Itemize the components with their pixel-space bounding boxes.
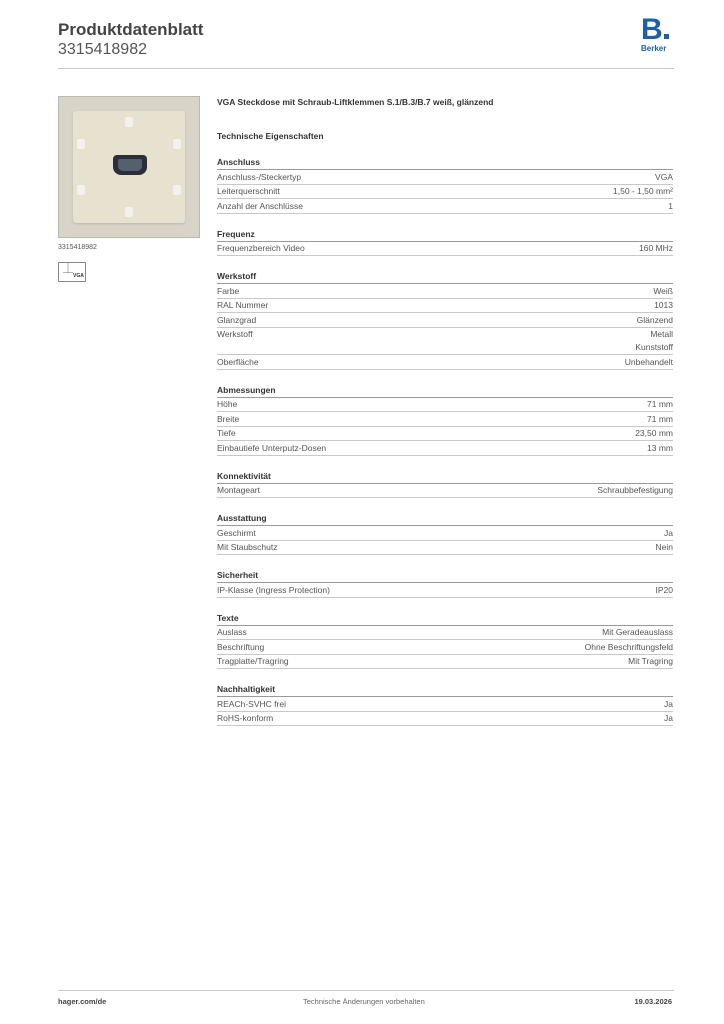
property-value: 71 mm (647, 413, 673, 424)
image-caption: 3315418982 (58, 244, 97, 251)
plate-clip-right-lower (173, 185, 181, 195)
socket-glyph-icon: ⏊ (63, 264, 73, 275)
property-row (217, 398, 673, 413)
cover-plate (73, 111, 185, 223)
property-row (217, 199, 673, 214)
product-name: VGA Steckdose mit Schraub-Liftklemmen S.1/B.3/B.7 weiß, glänzend (217, 97, 494, 107)
property-row (217, 328, 673, 356)
section-title: Ausstattung (217, 512, 673, 526)
properties-panel (217, 96, 673, 726)
vga-symbol-icon (58, 262, 86, 282)
footer-notice: Technische Änderungen vorbehalten (303, 997, 425, 1006)
property-label: Mit Staubschutz (217, 542, 278, 552)
property-row (217, 284, 673, 299)
property-row (217, 412, 673, 427)
property-label: Werkstoff (217, 329, 253, 339)
property-value: 13 mm (647, 442, 673, 453)
section-8 (217, 683, 673, 726)
property-label: Tragplatte/Tragring (217, 656, 289, 666)
symbol-label: VGA (73, 273, 84, 279)
section-title: Werkstoff (217, 270, 673, 284)
section-title: Konnektivität (217, 470, 673, 484)
property-label: Leiterquerschnitt (217, 186, 280, 196)
property-label: Geschirmt (217, 527, 256, 538)
section-2 (217, 270, 673, 370)
vga-socket (113, 155, 147, 175)
property-row (217, 313, 673, 328)
property-value: Ja (664, 527, 673, 538)
property-value: Mit Geradeauslass (602, 627, 673, 637)
document-header (58, 20, 203, 59)
property-value: Ohne Beschriftungsfeld (584, 641, 673, 652)
property-row (217, 526, 673, 541)
properties-heading: Technische Eigenschaften (217, 131, 324, 141)
property-value: 1 (668, 200, 673, 211)
property-value: Unbehandelt (624, 356, 673, 367)
plate-clip-left-lower (77, 185, 85, 195)
section-title: Nachhaltigkeit (217, 683, 673, 697)
plate-clip-bottom (125, 207, 133, 217)
article-number: 3315418982 (58, 41, 147, 58)
property-label: Farbe (217, 285, 240, 296)
property-value: Glänzend (636, 314, 673, 325)
section-title: Sicherheit (217, 569, 673, 583)
property-label: Auslass (217, 627, 247, 637)
property-value: Mit Tragring (628, 656, 673, 666)
section-1 (217, 228, 673, 257)
property-label: REACh-SVHC frei (217, 698, 286, 709)
property-row (217, 583, 673, 598)
property-label: Frequenzbereich Video (217, 243, 305, 253)
property-row (217, 712, 673, 727)
section-5 (217, 512, 673, 555)
property-value: Ja (664, 698, 673, 709)
property-label: RoHS-konform (217, 713, 274, 723)
property-value: 160 MHz (638, 243, 673, 253)
property-value: 1,50 - 1,50 mm² (613, 186, 673, 196)
property-label: Beschriftung (217, 641, 265, 652)
header-divider (58, 68, 674, 69)
property-label: Oberfläche (217, 356, 259, 367)
plate-clip-top (125, 117, 133, 127)
property-value: IP20 (655, 584, 673, 595)
property-row (217, 242, 673, 257)
property-sections (217, 156, 673, 726)
section-title: Frequenz (217, 228, 673, 242)
logo-word: Berker (641, 44, 667, 53)
property-label: Einbautiefe Unterputz-Dosen (217, 442, 327, 453)
property-row (217, 299, 673, 314)
property-row (217, 640, 673, 655)
section-7 (217, 612, 673, 670)
property-value: Weiß (653, 285, 673, 296)
property-value: 71 mm (647, 399, 673, 409)
property-row (217, 655, 673, 670)
property-value: Metall Kunststoff (635, 329, 673, 352)
section-title: Anschluss (217, 156, 673, 170)
property-value: VGA (655, 171, 673, 182)
property-value: Ja (664, 713, 673, 723)
plate-clip-right-upper (173, 139, 181, 149)
property-row (217, 170, 673, 185)
section-title: Texte (217, 612, 673, 626)
footer-website[interactable]: hager.com/de (58, 997, 107, 1006)
property-value: 23,50 mm (635, 428, 673, 438)
property-row (217, 441, 673, 456)
property-value: Nein (655, 542, 673, 552)
section-3 (217, 384, 673, 456)
property-value: Schraubbefestigung (597, 485, 673, 495)
berker-logo (641, 13, 675, 53)
property-label: Anschluss-/Steckertyp (217, 171, 302, 182)
section-6 (217, 569, 673, 598)
property-label: RAL Nummer (217, 300, 269, 310)
property-row (217, 697, 673, 712)
property-row (217, 626, 673, 641)
property-label: Montageart (217, 485, 260, 495)
property-label: Tiefe (217, 428, 236, 438)
property-label: IP-Klasse (Ingress Protection) (217, 584, 330, 595)
property-row (217, 541, 673, 556)
property-row (217, 484, 673, 499)
logo-letter: B (641, 16, 675, 44)
section-0 (217, 156, 673, 214)
property-label: Breite (217, 413, 240, 424)
footer-date: 19.03.2026 (634, 997, 672, 1006)
section-4 (217, 470, 673, 499)
property-row (217, 427, 673, 442)
section-title: Abmessungen (217, 384, 673, 398)
footer-divider (58, 990, 674, 991)
plate-clip-left-upper (77, 139, 85, 149)
document-title: Produktdatenblatt (58, 20, 204, 39)
property-label: Anzahl der Anschlüsse (217, 200, 303, 211)
property-row (217, 355, 673, 370)
property-value: 1013 (654, 300, 673, 310)
product-image (58, 96, 200, 238)
property-row (217, 185, 673, 200)
property-label: Glanzgrad (217, 314, 257, 325)
property-label: Höhe (217, 399, 238, 409)
